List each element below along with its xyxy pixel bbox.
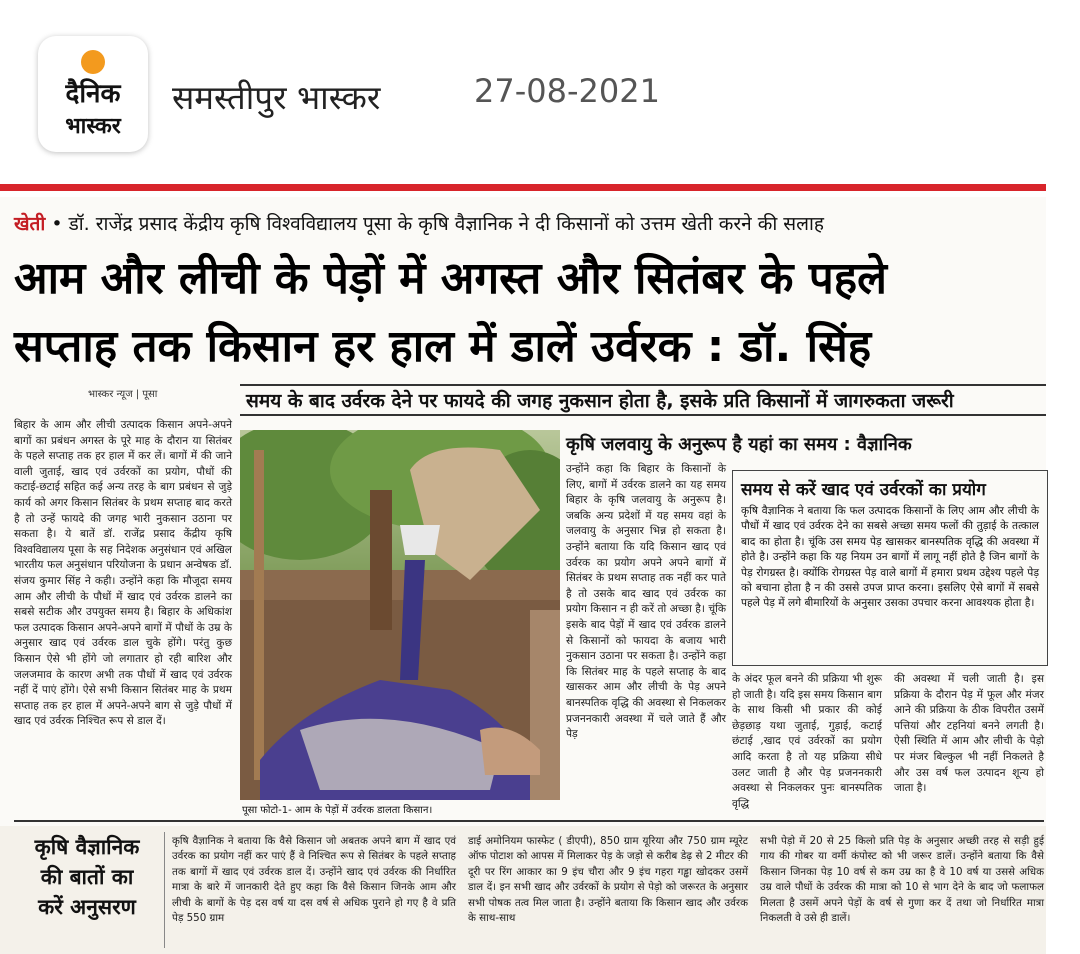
info-box-title: समय से करें खाद एवं उर्वरकों का प्रयोग (741, 480, 986, 500)
red-divider (0, 184, 1046, 191)
article-column-4: की अवस्था में चली जाती है। इस प्रक्रिया के दौरान पेड़ में फूल और मंजर आने की प्रक्रिया के ठीक विपरीत उसमें पत्तियां और टहनियां बनने लगती है। ऐसी स्थिति में आम और लीची के पेड़ो पर मंजर बिल्कुल भी नहीं निकलते है और उस वर्ष फल उत्पादन शून्य हो जाता है। (894, 673, 1044, 795)
article-column-3: के अंदर फूल बनने की प्रक्रिया भी शुरू हो जाती है। यदि इस समय किसान बाग के साथ किसी भी प्रकार की कोई छेड़छाड़ यथा जुताई, गुड़ाई, कटाई छंटाई ,खाद एवं उर्वरकों का प्रयोग आदि करता है तो यह प्रक्रिया सीधे उलट जाती है और पेड़ प्रजननकारी अवस्था से निकलकर पुनः बानस्पतिक वृद्धि (732, 673, 882, 810)
edition-date: 27-08-2021 (474, 72, 660, 110)
headline-line-1: आम और लीची के पेड़ों में अगस्त और सितंबर के पहले (14, 253, 887, 304)
photo-caption: पूसा फोटो-1- आम के पेड़ों में उर्वरक डालता किसान। (242, 805, 433, 816)
bottom-column-2: डाई अमोनियम फास्फेट ( डीएपी), 850 ग्राम यूरिया और 750 ग्राम म्यूरेट ऑफ पोटाश को आपस में मिलाकर पेड़ के जड़ो से करीब डेढ़ से 2 मीटर की दूरी पर रिंग आकार का 9 इंच चौरा और 9 इंच गहरा गड्ढा खोदकर उसमें डाल दें। इन सभी खाद और उर्वरकों के प्रयोग से पेड़ो को जरूरत के अनुसार सभी पोषक तत्व मिल जाता है। उन्होंने बताया कि किसान खाद और उर्वरक के साथ-साथ (468, 835, 748, 925)
byline: भास्कर न्यूज | पूसा (88, 389, 158, 400)
bottom-heading (14, 832, 160, 922)
edition-name: समस्तीपुर भास्कर (172, 78, 381, 117)
kicker-text: • डॉ. राजेंद्र प्रसाद केंद्रीय कृषि विश्वविद्यालय पूसा के कृषि वैज्ञानिक ने दी किसानों को उत्तम खेती करने की सलाह (51, 213, 825, 235)
info-box-text: कृषि वैज्ञानिक ने बताया कि फल उत्पादक किसानों के लिए आम और लीची के पौधों में खाद एवं उर्वरक देने का सबसे अच्छा समय फलों की तुड़ाई के तत्काल बाद का होता है। चूंकि उस समय पेड़ खासकर बानस्पतिक वृद्धि की अवस्था में होते है। उन्होंने कहा कि यह नियम उन बागों में लागू नहीं होते है जिन बागों के पेड़ रोगग्रस्त है। क्योंकि रोगग्रस्त पेड़ वाले बागों में हमारा प्रथम उद्देश्य पहले पेड़ को बचाना होता है न की उससे उपज प्राप्त करना। इसलिए ऐसे बागों में सबसे पहले पेड़ में लगे बीमारियों के अनुसार उसका उपचार करना आवश्यक होता है। (741, 505, 1039, 610)
article-deck: समय के बाद उर्वरक देने पर फायदे की जगह नुकसान होता है, इसके प्रति किसानों में जागरुकता जरूरी (240, 384, 1046, 416)
bottom-column-3: सभी पेड़ो में 20 से 25 किलो प्रति पेड़ के अनुसार अच्छी तरह से सड़ी हुई गाय की गोबर या वर्मी कंपोस्ट को भी जरूर डालें। उन्होंने बताया कि वैसे किसान जिनका पेड़ 10 वर्ष से कम उम्र का है वे 10 वर्ष या उससे अधिक उम्र वाले पौधों के उर्वरक की मात्रा को 10 से भाग देने के बाद जो फलाफल मिलता है उसमें अपने पेड़ों के वर्ष से गुणा कर दें तथा जो निर्धारित मात्रा निकलती वे उसे ही डालें। (760, 835, 1044, 925)
column-separator (164, 832, 165, 948)
dainik-bhaskar-logo (38, 36, 148, 152)
section-divider (14, 820, 1044, 822)
photo-illustration (240, 430, 560, 800)
farmer-fertilizer-photo (240, 430, 560, 800)
article-column-2: उन्होंने कहा कि बिहार के किसानों के लिए, बागों में उर्वरक डालने का यह समय बिहार के कृषि जलवायु के अनुरूप है। जबकि अन्य प्रदेशों में यह समय वहां के जलवायु के अनुसार भिन्न हो सकता है। उन्होंने बताया कि यदि किसान खाद एवं उर्वरक का प्रयोग अपने अपने बागों में सितंबर के प्रथम सप्ताह तक नहीं कर पाते है तो उसके बाद खाद एवं उर्वरक का प्रयोग किसान न ही करें तो अच्छा है। चूंकि इसके बाद पेड़ों में खाद एवं उर्वरक डालने से किसानों को फायदा के बजाय भारी नुकसान उठाना पर सकता है। उन्होंने कहा कि सितंबर माह के पहले सप्ताह के बाद खासकर आम और लीची के पेड़ अपने बानस्पतिक वृद्धि की अवस्था से निकलकर प्रजननकारी अवस्था में चले जाते हैं और पेड़ (566, 463, 726, 741)
kicker-tag: खेती (14, 213, 46, 235)
headline-line-2: सप्ताह तक किसान हर हाल में डालें उर्वरक : डॉ. सिंह (14, 321, 872, 372)
bottom-heading-line-2: की बातों का (40, 865, 134, 889)
logo-line-1: दैनिक (65, 79, 121, 109)
logo-line-2: भास्कर (65, 114, 121, 139)
article-kicker (14, 210, 824, 236)
subhead: कृषि जलवायु के अनुरूप है यहां का समय : वैज्ञानिक (566, 434, 912, 455)
bottom-heading-line-1: कृषि वैज्ञानिक (34, 835, 140, 859)
bottom-column-1: कृषि वैज्ञानिक ने बताया कि वैसे किसान जो अबतक अपने बाग में खाद एवं उर्वरक का प्रयोग नहीं कर पाएं हैं वे निश्चित रूप से सितंबर के पहले सप्ताह तक बागों में खाद एवं उर्वरक डाल दें। उन्होंने खाद एवं उर्वरक की निर्धारित मात्रा के बारे में जानकारी देते हुए कहा कि वैसे किसान जिनके आम और लीची के बागों के पेड़ दस वर्ष या दस वर्ष से अधिक पुराने हो गए है वे प्रति पेड़ 550 ग्राम (172, 835, 456, 925)
info-box (732, 470, 1048, 666)
article-column-1: बिहार के आम और लीची उत्पादक किसान अपने-अपने बागों का प्रबंधन अगस्त के पूरे माह के दौरान या सितंबर के पहले सप्ताह तक हर हाल में कर लें। बागों में की जाने वाली जुताई, खाद एवं उर्वरकों का प्रयोग, पौधों की कटाई-छटाई सहित कई अन्य तरह के बाग प्रबंधन से जुड़े कार्य को अगर किसान सितंबर के प्रथम सप्ताह बाद करते है तो उन्हें फायदे की जगह भारी नुकसान उठाना पर सकता है। ये बातें डॉ. राजेंद्र प्रसाद केंद्रीय कृषि विश्वविद्यालय पूसा के सह निदेशक अनुसंधान एवं अखिल भारतीय फल अनुसंधान परियोजना के प्रधान अन्वेषक डॉ. संजय कुमार सिंह ने कही। उन्होंने कहा कि मौजूदा समय आम और लीची के पौधों में खाद एवं उर्वरक डालने का सबसे सटीक और उपयुक्त समय है। बिहार के अधिकांश फल उत्पादक किसान अपने-अपने बागों में पौधों के उम्र के अनुसार खाद एवं उर्वरक डाल चुके होंगे। परंतु कुछ किसान ऐसे भी होंगे जो लगातार हो रही बारिश और जलजमाव के कारण अभी तक पौधों में खाद एवं उर्वरक नहीं दें पाएं होंगे। ऐसे सभी किसान सितंबर माह के प्रथम सप्ताह तक हर हाल में अपने-अपने बाग से जुड़े पौधों में खाद एवं उर्वरक निश्चित रूप से डाल दें। (14, 419, 232, 728)
bottom-heading-line-3: करें अनुसरण (38, 895, 136, 919)
sun-icon (81, 50, 105, 74)
